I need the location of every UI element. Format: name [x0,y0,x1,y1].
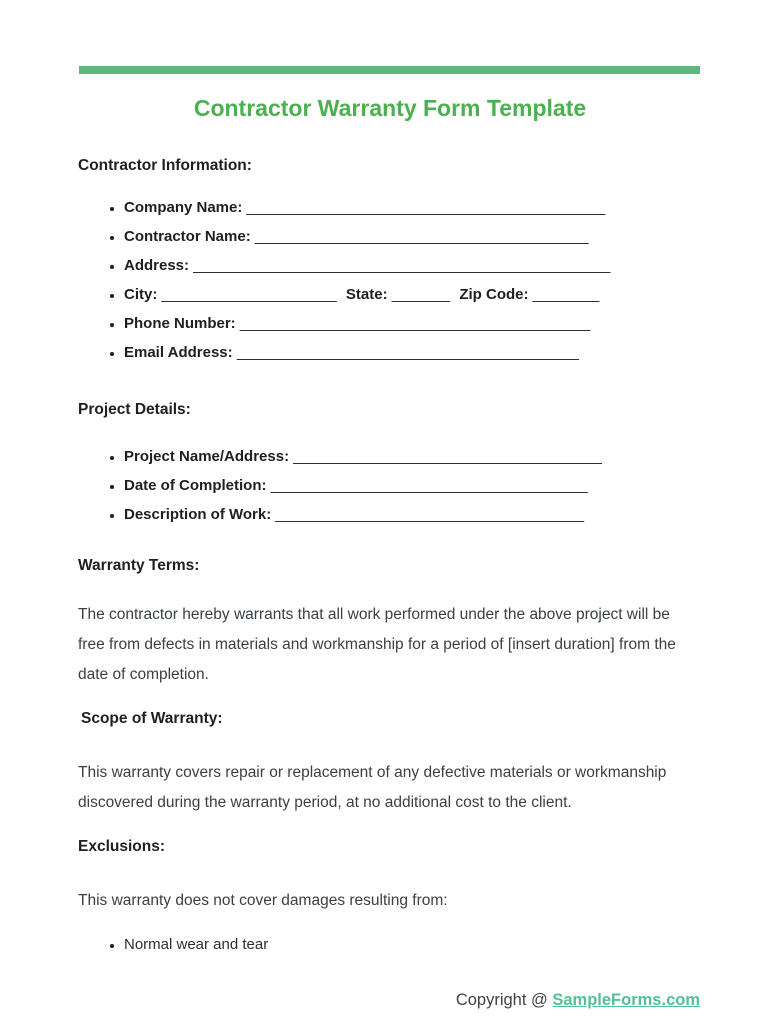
list-item-exclusion [124,930,700,959]
company-name-label: Company Name: [124,199,243,216]
date-of-completion-blank-line: ______________________________________ [270,477,588,494]
warranty-terms-heading: Warranty Terms: [78,557,200,574]
email-address-label: Email Address: [124,344,233,361]
contractor-info-list [78,193,700,367]
email-address-blank-line: _________________________________________ [236,344,579,361]
zip-code-label: Zip Code: [459,286,529,303]
project-name-address-blank-line: _____________________________________ [293,448,602,465]
project-name-address-label: Project Name/Address: [124,448,290,465]
list-item-city-state-zip [124,280,700,309]
phone-number-label: Phone Number: [124,315,236,332]
warranty-terms-paragraph: The contractor hereby warrants that all work performed under the above project will be free from defects in materials and workmanship for a period of [insert duration] from the date of completion. [78,606,676,683]
scope-paragraph: This warranty covers repair or replacement of any defective materials or workmanship discovered during the warranty period, at no additional cost to the client. [78,764,667,811]
description-of-work-blank-line: _____________________________________ [275,506,585,523]
accent-bar [79,66,700,74]
contractor-name-blank-line: ________________________________________ [254,228,589,245]
copyright-text: Copyright @ [455,991,548,1009]
list-item-date-of-completion [124,471,700,500]
contractor-name-label: Contractor Name: [124,228,251,245]
state-blank-line: _______ [391,286,451,303]
list-item-contractor-name [124,222,700,251]
city-label: City: [124,286,158,303]
contractor-info-heading: Contractor Information: [78,157,252,174]
exclusions-heading: Exclusions: [78,838,165,855]
list-item-email-address [124,338,700,367]
address-label: Address: [124,257,190,274]
list-item-phone-number [124,309,700,338]
document-content [0,157,780,959]
footer [456,991,700,1010]
exclusions-paragraph: This warranty does not cover damages resulting from: [78,892,448,909]
page-title: Contractor Warranty Form Template [193,95,587,121]
exclusion-item-text: Normal wear and tear [124,936,269,953]
list-item-address [124,251,700,280]
project-details-list [78,442,700,529]
list-item-company-name [124,193,700,222]
city-blank-line: _____________________ [161,286,337,303]
address-blank-line: __________________________________________________ [193,257,611,274]
exclusions-list [78,930,700,959]
scope-heading: Scope of Warranty: [81,710,223,727]
phone-number-blank-line: __________________________________________ [239,315,591,332]
date-of-completion-label: Date of Completion: [124,477,267,494]
copyright-link[interactable]: SampleForms.com [552,991,700,1009]
company-name-blank-line: ___________________________________________ [246,199,606,216]
zip-code-blank-line: ________ [532,286,600,303]
list-item-project-name-address [124,442,700,471]
state-label: State: [345,286,388,303]
project-details-heading: Project Details: [78,401,191,418]
description-of-work-label: Description of Work: [124,506,272,523]
list-item-description-of-work [124,500,700,529]
